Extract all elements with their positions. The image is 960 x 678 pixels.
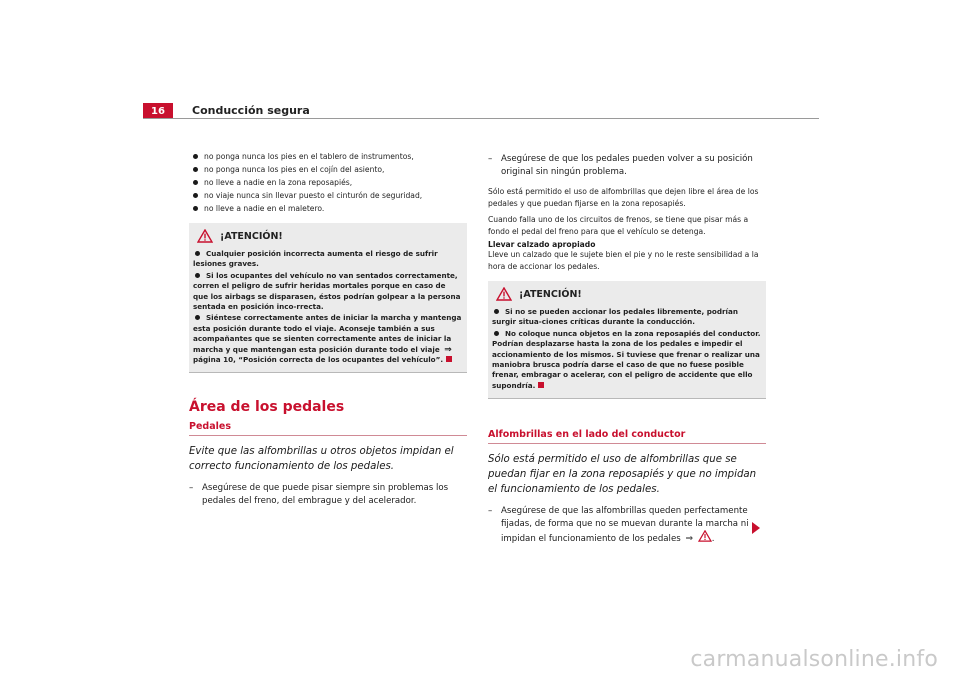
list-item: no lleve a nadie en el maletero. <box>189 202 467 215</box>
warning-triangle-icon[interactable] <box>698 530 712 542</box>
warning-box <box>189 223 467 373</box>
step-item <box>488 153 766 178</box>
step-dash: – <box>189 483 194 494</box>
intro-text: Sólo está permitido el uso de alfombrillas que se puedan fijar en la zona reposapiés y que no impidan el funcionamiento de los pedales. <box>488 454 757 496</box>
right-column <box>488 150 766 546</box>
left-column <box>189 150 467 507</box>
intro-text: Evite que las alfombrillas u otros objetos impidan el correcto funcionamiento de los pedales. <box>189 446 454 473</box>
section-title: Área de los pedales <box>189 399 345 416</box>
warning-item: Si los ocupantes del vehículo no van sentados correctamente, corren el peligro de sufrir heridas mortales porque en caso de que los airbags se disparasen, éstos podrían golpear a la persona sentada en posición inco-rrecta. <box>193 270 461 312</box>
subsection-title: Pedales <box>189 421 467 436</box>
paragraph: Sólo está permitido el uso de alfombrillas que dejen libre el área de los pedales y que puedan fijarse en la zona reposapiés. <box>488 187 759 208</box>
warning-item: Siéntese correctamente antes de iniciar la marcha y mantenga esta posición durante todo el viaje. Aconseje también a sus acompañantes que se sienten correctamente antes de iniciar la marcha y que mantengan esta posición durante todo el viaje ⇒ página 10, “Posición correcta de los ocupantes del vehículo”. <box>193 313 462 365</box>
step-text: Asegúrese de que puede pisar siempre sin problemas los pedales del freno, del embrague y del acelerador. <box>202 483 449 506</box>
bullet-list <box>189 150 467 215</box>
warning-triangle-icon <box>496 287 512 301</box>
bullet-dot <box>195 273 200 278</box>
step-text: Asegúrese de que los pedales pueden volver a su posición original sin ningún problema. <box>501 154 753 177</box>
list-item: no ponga nunca los pies en el cojín del asiento, <box>189 163 467 176</box>
warning-header <box>492 287 762 301</box>
end-of-section-icon <box>446 356 452 362</box>
paragraph: Lleve un calzado que le sujete bien el pie y no le reste sensibilidad a la hora de accionar los pedales. <box>488 250 759 271</box>
warning-title: ¡ATENCIÓN! <box>220 230 283 242</box>
warning-header <box>193 229 463 243</box>
next-page-arrow-icon[interactable] <box>752 522 760 534</box>
warning-triangle-icon <box>197 229 213 243</box>
step-item <box>189 482 467 507</box>
step-text: Asegúrese de que las alfombrillas queden perfectamente fijadas, de forma que no se muevan durante la marcha ni impidan el funcionamiento de los pedales <box>501 506 749 545</box>
bullet-dot <box>494 331 499 336</box>
xref-link[interactable]: página 10, “Posición correcta de los ocupantes del vehículo”. <box>193 355 444 365</box>
header-rule <box>143 118 819 119</box>
xref-arrow: ⇒ <box>444 344 452 355</box>
warning-item: Si no se pueden accionar los pedales libremente, podrían surgir situa-ciones críticas durante la conducción. <box>492 307 738 327</box>
running-title: Conducción segura <box>192 104 310 117</box>
step-end: . <box>711 534 715 545</box>
end-of-section-icon <box>538 382 544 388</box>
step-dash: – <box>488 506 493 517</box>
paragraph: Cuando falla uno de los circuitos de frenos, se tiene que pisar más a fondo el pedal del freno para que el vehículo se detenga. <box>488 215 749 236</box>
page-number: 16 <box>143 103 173 119</box>
warning-item: No coloque nunca objetos en la zona reposapiés del conductor. Podrían desplazarse hasta la zona de los pedales e impedir el accionamiento de los mismos. Si tuviese que frenar o realizar una maniobra brusca podría darse el caso de que no fuese posible frenar, embragar o acelerar, con el peligro de accidente que ello supondría. <box>492 328 761 390</box>
xref-arrow: ⇒ <box>685 534 693 545</box>
list-item: no ponga nunca los pies en el tablero de instrumentos, <box>189 150 467 163</box>
warning-title: ¡ATENCIÓN! <box>519 288 582 300</box>
bullet-dot <box>195 251 200 256</box>
list-item: no viaje nunca sin llevar puesto el cinturón de seguridad, <box>189 189 467 202</box>
bullet-dot <box>494 309 499 314</box>
bullet-dot <box>195 315 200 320</box>
warning-item: Cualquier posición incorrecta aumenta el riesgo de sufrir lesiones graves. <box>193 249 438 269</box>
warning-box <box>488 281 766 399</box>
list-item: no lleve a nadie en la zona reposapiés, <box>189 176 467 189</box>
watermark: carmanualsonline.info <box>690 647 938 672</box>
subsection-title: Alfombrillas en el lado del conductor <box>488 429 766 444</box>
paragraph-heading: Llevar calzado apropiado <box>488 240 596 249</box>
step-dash: – <box>488 154 493 164</box>
step-item <box>488 505 766 546</box>
